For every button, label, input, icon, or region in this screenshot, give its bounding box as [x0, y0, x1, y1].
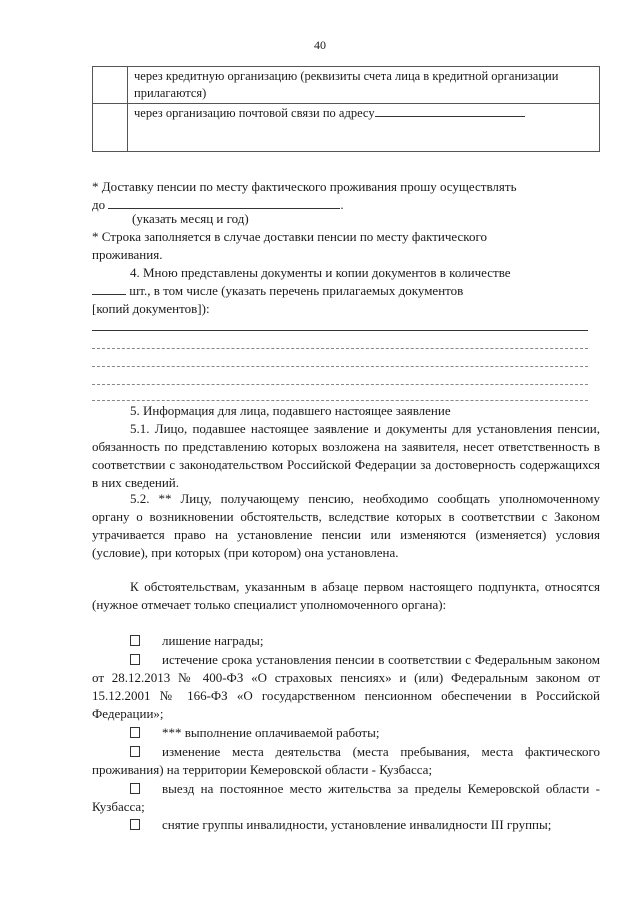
option-label: изменение места деятельства (места пребывания, места фактического проживания) на территории Кемеровской области - Кузбасса;	[92, 744, 600, 777]
table-row	[93, 104, 600, 152]
section5-heading: 5. Информация для лица, подавшего настоящее заявление	[130, 403, 451, 418]
option-item	[92, 743, 600, 779]
option-checkbox[interactable]	[130, 654, 140, 665]
documents-line[interactable]	[92, 384, 588, 385]
delivery-note	[92, 178, 600, 214]
option-checkbox[interactable]	[130, 783, 140, 794]
section5-1: 5.1. Лицо, подавшее настоящее заявление и документы для установления пенсии, обязанность по представлению которых возложена на заявителя, несет ответственность в соответствии с законодательством Российской Федерации за достоверность содержащихся в них сведений.	[92, 421, 600, 490]
option-label: лишение награды;	[162, 633, 264, 648]
option-label: снятие группы инвалидности, установление инвалидности III группы;	[162, 817, 552, 832]
option-label: *** выполнение оплачиваемой работы;	[162, 725, 380, 740]
section4-line2	[92, 282, 600, 300]
option-checkbox[interactable]	[130, 746, 140, 757]
delivery-method-table	[92, 66, 600, 152]
document-count-field[interactable]	[92, 294, 126, 295]
fill-note-line2: проживания.	[92, 247, 163, 262]
month-year-field[interactable]	[108, 208, 340, 209]
delivery-note-line1: * Доставку пенсии по месту фактического проживания прошу осуществлять	[92, 179, 517, 194]
address-field[interactable]	[375, 116, 525, 117]
delivery-note-period: .	[340, 197, 344, 212]
delivery-note-prefix: до	[92, 197, 106, 212]
page-number: 40	[314, 38, 326, 52]
checkbox-cell[interactable]	[93, 67, 128, 104]
option-label: выезд на постоянное место жительства за пределы Кемеровской области - Кузбасса;	[92, 781, 600, 814]
table-cell-post	[128, 104, 600, 152]
checkbox-cell[interactable]	[93, 104, 128, 152]
documents-line[interactable]	[92, 400, 588, 401]
option-checkbox[interactable]	[130, 635, 140, 646]
option-item	[92, 651, 600, 723]
table-cell-bank: через кредитную организацию (реквизиты счета лица в кредитной организации прилагаются)	[128, 67, 600, 104]
section4-line1: 4. Мною представлены документы и копии документов в количестве	[130, 265, 511, 280]
documents-line[interactable]	[92, 330, 588, 331]
month-year-hint: (указать месяц и год)	[132, 211, 249, 226]
option-label: истечение срока установления пенсии в соответствии с Федеральным законом от 28.12.2013 № 400-ФЗ «О страховых пенсиях» и (или) Федеральным законом от 15.12.2001 № 166-ФЗ «О государственном пенсионном обеспечении в Российской Федерации»;	[92, 652, 600, 721]
fill-note-line1: * Строка заполняется в случае доставки пенсии по месту фактического	[92, 229, 487, 244]
section5-2: 5.2. ** Лицу, получающему пенсию, необходимо сообщать уполномоченному органу о возникновении обстоятельств, вследствие которых в соответствии с Законом утрачивается право на установление пенсии или изменяются (изменяется) условия (условие), при которых (при котором) она установлена.	[92, 491, 600, 560]
table-row	[93, 67, 600, 104]
option-checkbox[interactable]	[130, 819, 140, 830]
documents-line[interactable]	[92, 348, 588, 349]
option-checkbox[interactable]	[130, 727, 140, 738]
fill-note	[92, 228, 600, 264]
documents-line[interactable]	[92, 366, 588, 367]
section4-line3: [копий документов]):	[92, 301, 210, 316]
circumstances-intro: К обстоятельствам, указанным в абзаце первом настоящего подпункта, относятся (нужное отмечает только специалист уполномоченного органа):	[92, 579, 600, 612]
post-address-label: через организацию почтовой связи по адресу	[134, 106, 375, 120]
option-item	[92, 724, 600, 742]
option-item	[92, 780, 600, 816]
option-item	[92, 632, 600, 650]
section4-line2-text: шт., в том числе (указать перечень прилагаемых документов	[129, 283, 464, 298]
option-item	[92, 816, 600, 834]
